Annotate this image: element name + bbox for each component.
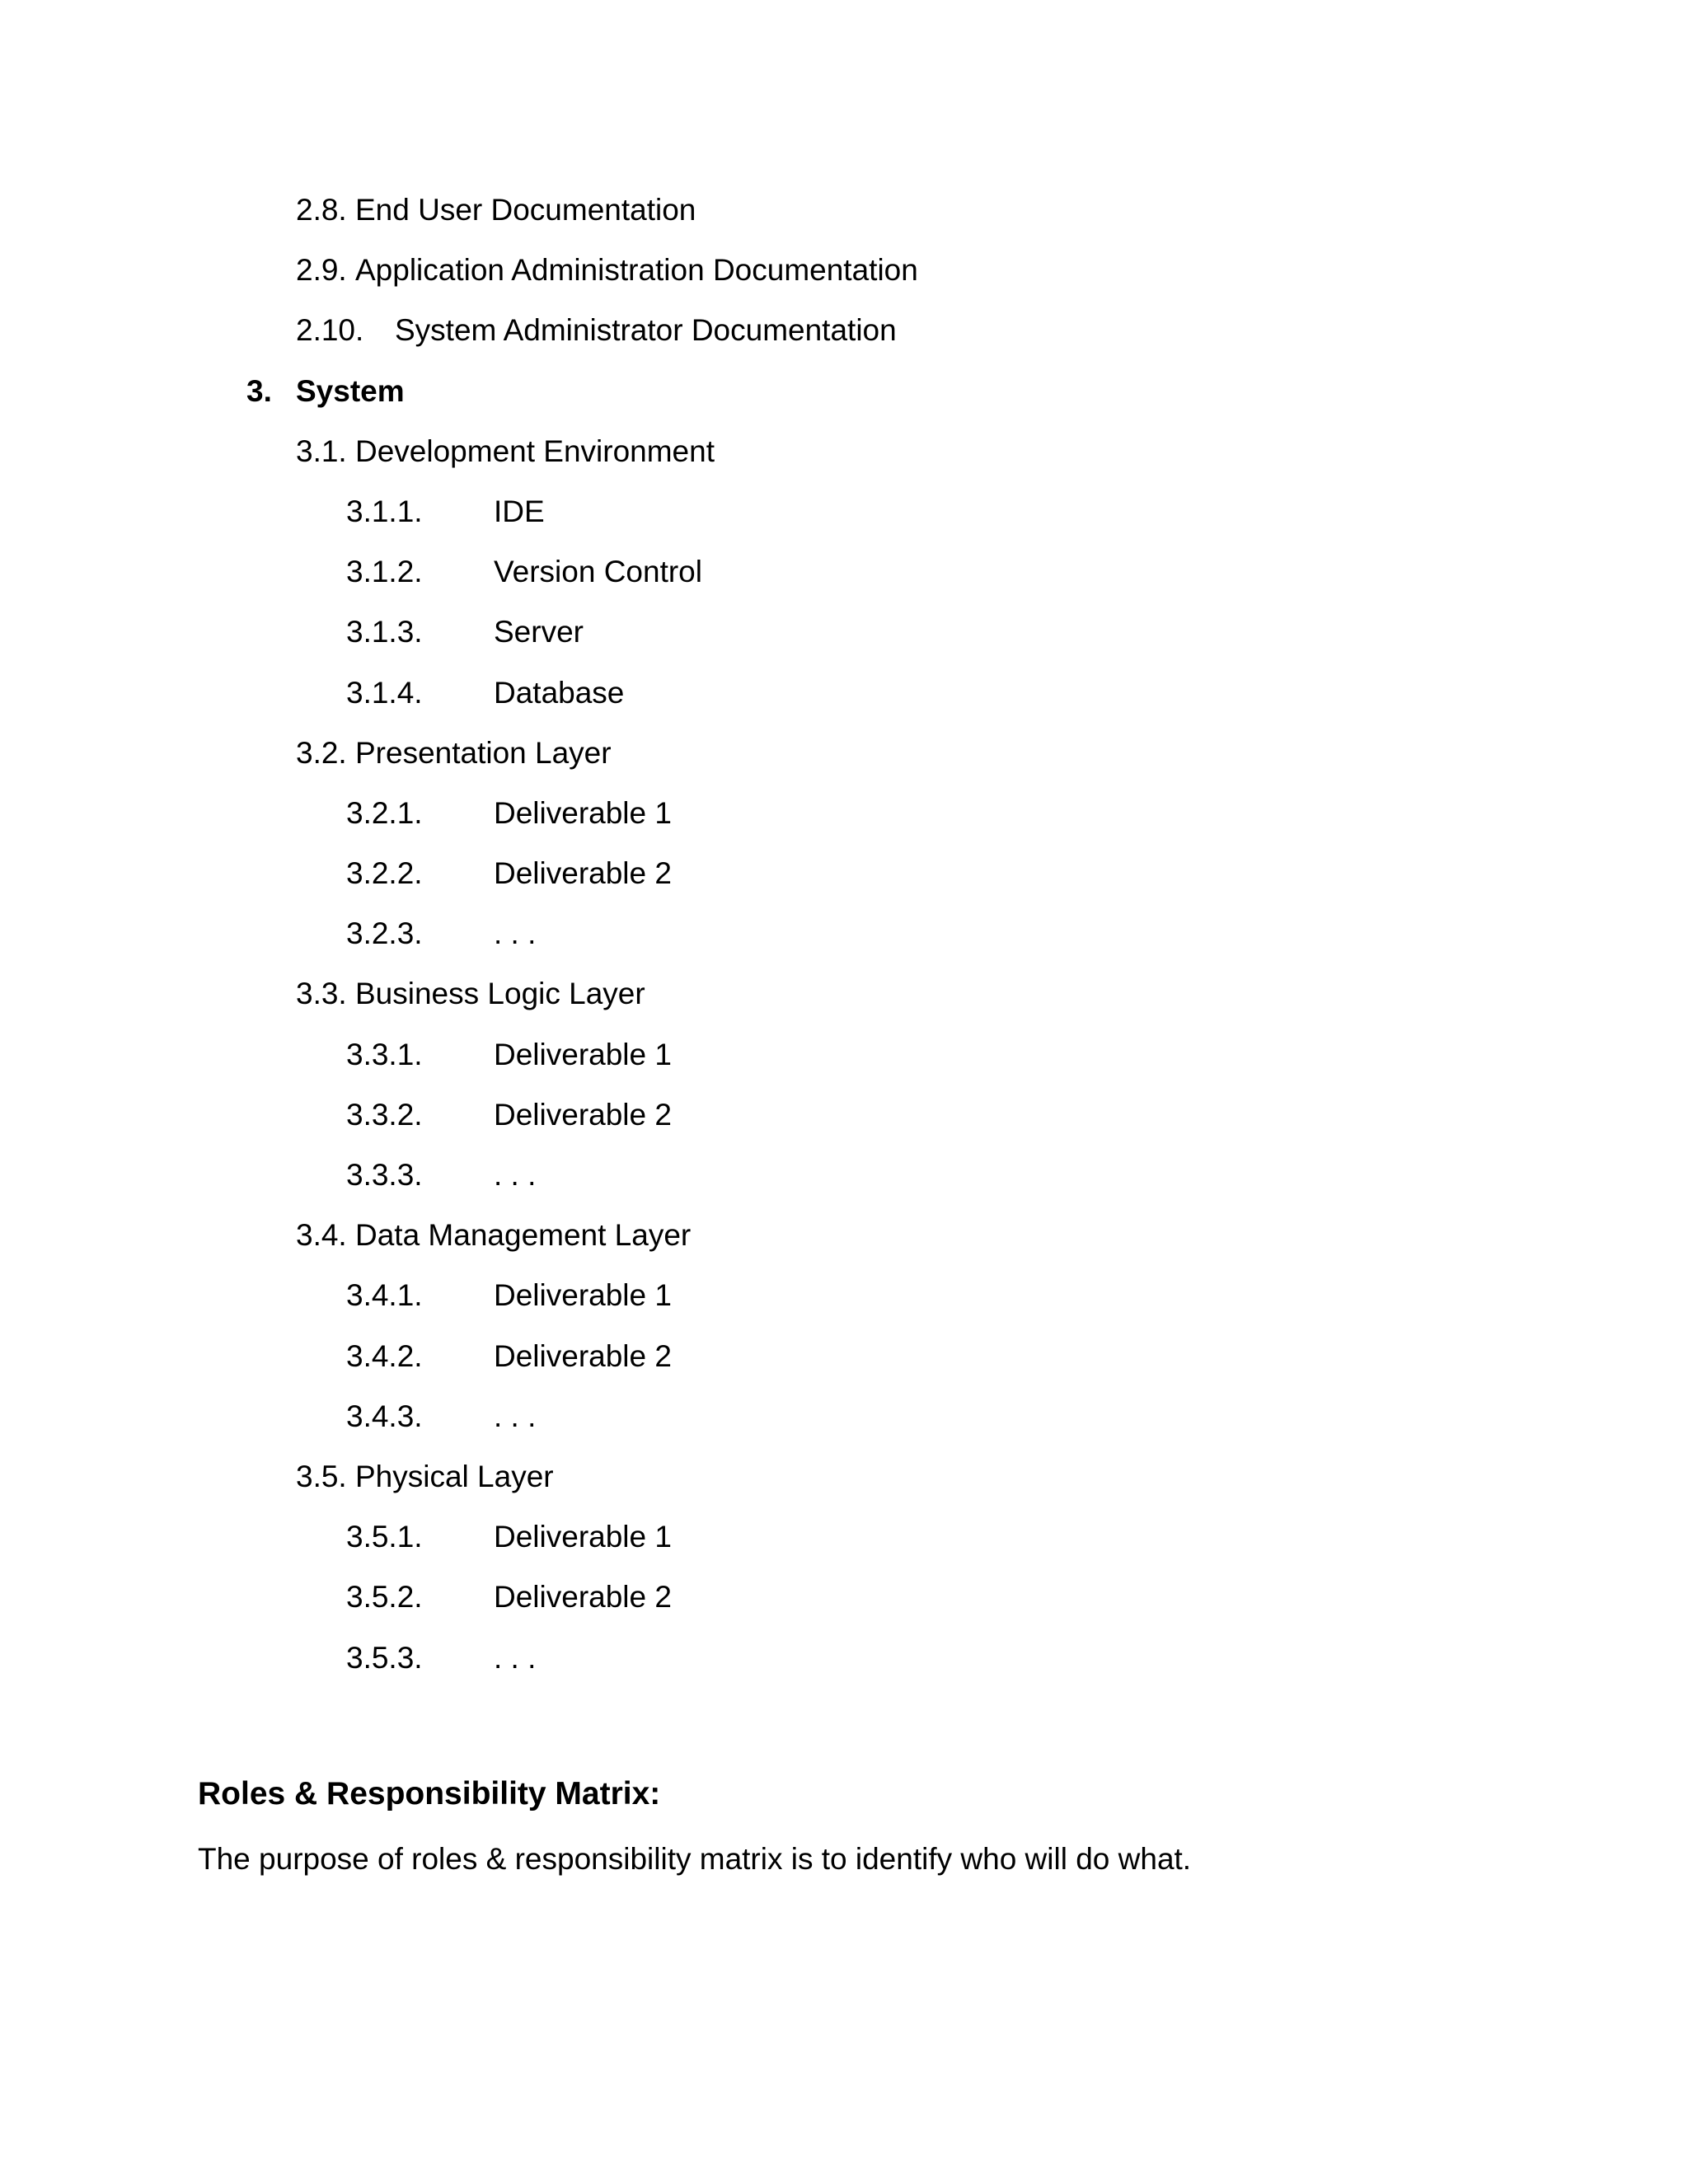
section-heading-roles: Roles & Responsibility Matrix: bbox=[198, 1776, 661, 1811]
outline-item-label: Server bbox=[494, 615, 584, 649]
outline-item-level-3 bbox=[0, 918, 1688, 978]
outline-item-number: 3.2.1. bbox=[346, 795, 423, 830]
outline-item-label: Deliverable 2 bbox=[494, 1580, 672, 1615]
outline-item-label: Physical Layer bbox=[355, 1459, 554, 1493]
outline-item-level-2 bbox=[0, 436, 1688, 496]
outline-item-number: 3.2. bbox=[296, 735, 347, 770]
outline-item-level-3 bbox=[0, 677, 1688, 738]
outline-item-label: . . . bbox=[494, 1640, 537, 1675]
outline-item-level-3 bbox=[0, 616, 1688, 677]
outline-item-label: Development Environment bbox=[355, 434, 715, 468]
outline-item-label: . . . bbox=[494, 916, 537, 951]
outline-item-level-2 bbox=[0, 255, 1688, 315]
outline-item-level-3 bbox=[0, 1338, 1688, 1401]
outline-item-number: 3.5.3. bbox=[346, 1640, 423, 1675]
outline-item-label: Application Administration Documentation bbox=[355, 253, 918, 288]
outline-item-label: Business Logic Layer bbox=[355, 977, 645, 1011]
outline-item-level-2 bbox=[0, 735, 1688, 798]
outline-item-label: Deliverable 1 bbox=[494, 1520, 672, 1554]
outline-item-label: Presentation Layer bbox=[355, 735, 612, 770]
outline-item-label: Deliverable 1 bbox=[494, 795, 672, 830]
outline-item-label: System Administrator Documentation bbox=[395, 313, 897, 348]
outline-item-number: 3.3.1. bbox=[346, 1037, 423, 1071]
outline-item-level-3 bbox=[0, 795, 1688, 858]
outline-item-label: . . . bbox=[494, 1399, 537, 1433]
outline-item-number: 3.2.3. bbox=[346, 916, 423, 951]
outline-item-level-3 bbox=[0, 858, 1688, 918]
outline-item-number: 2.8. bbox=[296, 193, 347, 227]
outline-item-level-3 bbox=[0, 1640, 1688, 1703]
outline-item-level-3 bbox=[0, 496, 1688, 556]
outline-item-number: 3.1. bbox=[296, 434, 347, 468]
outline-item-level-2 bbox=[0, 978, 1688, 1038]
outline-item-level-3 bbox=[0, 1401, 1688, 1461]
outline-item-number: 2.9. bbox=[296, 253, 347, 288]
outline-item-label: Version Control bbox=[494, 555, 702, 589]
outline-item-number: 3.4. bbox=[296, 1218, 347, 1253]
outline-item-number: 3.1.1. bbox=[346, 494, 423, 528]
outline-item-label: Deliverable 2 bbox=[494, 1338, 672, 1373]
outline-item-label: System bbox=[296, 373, 405, 408]
outline-item-number: 3.3. bbox=[296, 977, 347, 1011]
outline-item-level-3 bbox=[0, 1099, 1688, 1160]
outline-item-level-2 bbox=[0, 1220, 1688, 1280]
outline-item-label: . . . bbox=[494, 1158, 537, 1192]
outline-item-label: Deliverable 2 bbox=[494, 1097, 672, 1132]
outline-item-number: 3.4.3. bbox=[346, 1399, 423, 1433]
outline-item-level-3 bbox=[0, 1521, 1688, 1582]
outline-item-number: 3.1.2. bbox=[346, 555, 423, 589]
outline-item-label: Database bbox=[494, 675, 625, 710]
outline-item-number: 3.2.2. bbox=[346, 856, 423, 891]
outline-item-number: 3.5. bbox=[296, 1459, 347, 1493]
outline-item-label: Data Management Layer bbox=[355, 1218, 692, 1253]
outline-list bbox=[0, 194, 1688, 1703]
outline-item-label: Deliverable 2 bbox=[494, 856, 672, 891]
outline-item-number: 3.3.3. bbox=[346, 1158, 423, 1192]
outline-item-number: 2.10. bbox=[296, 313, 364, 348]
outline-item-number: 3. bbox=[246, 373, 272, 408]
outline-item-label: End User Documentation bbox=[355, 193, 696, 227]
outline-item-number: 3.5.2. bbox=[346, 1580, 423, 1615]
outline-item-number: 3.4.2. bbox=[346, 1338, 423, 1373]
outline-item-level-3 bbox=[0, 1160, 1688, 1220]
outline-item-number: 3.4.1. bbox=[346, 1278, 423, 1313]
outline-item-level-2 bbox=[0, 194, 1688, 255]
outline-item-label: Deliverable 1 bbox=[494, 1278, 672, 1313]
outline-item-level-3 bbox=[0, 556, 1688, 616]
outline-item-level-3 bbox=[0, 1280, 1688, 1340]
outline-item-number: 3.1.3. bbox=[346, 615, 423, 649]
outline-item-number: 3.1.4. bbox=[346, 675, 423, 710]
outline-item-label: Deliverable 1 bbox=[494, 1037, 672, 1071]
section-paragraph-roles: The purpose of roles & responsibility matrix is to identify who will do what. bbox=[198, 1842, 1192, 1876]
outline-item-level-3 bbox=[0, 1582, 1688, 1642]
outline-item-level-2 bbox=[0, 315, 1688, 375]
outline-item-number: 3.5.1. bbox=[346, 1520, 423, 1554]
outline-item-level-3 bbox=[0, 1039, 1688, 1099]
outline-item-label: IDE bbox=[494, 494, 545, 528]
outline-item-level-2 bbox=[0, 1461, 1688, 1521]
outline-item-level-1 bbox=[0, 373, 1688, 436]
outline-item-number: 3.3.2. bbox=[346, 1097, 423, 1132]
